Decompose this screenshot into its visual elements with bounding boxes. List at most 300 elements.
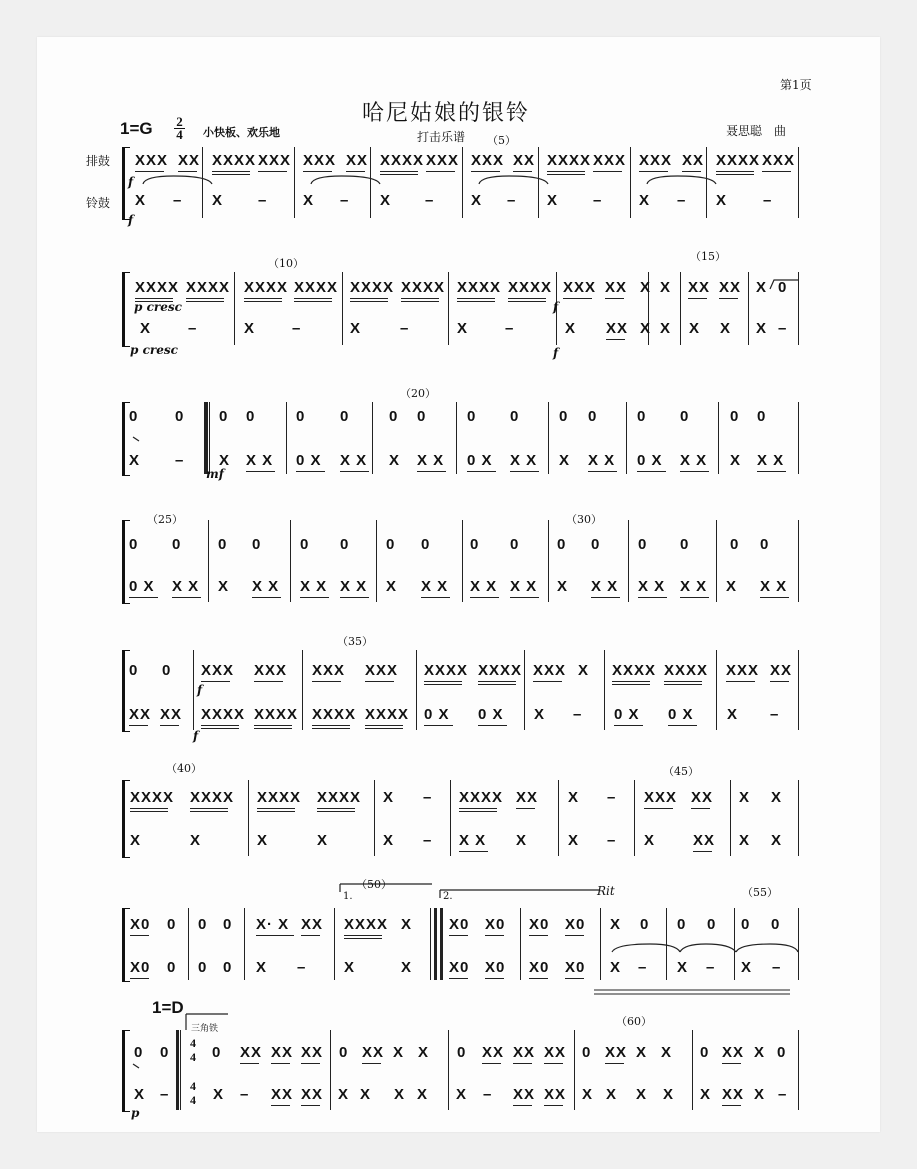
- note: 0: [637, 408, 647, 425]
- note: X: [338, 1086, 350, 1103]
- note: X X: [421, 578, 449, 595]
- note: XX: [160, 706, 183, 723]
- note: X: [716, 192, 728, 209]
- note: X0: [130, 916, 151, 933]
- note: XX: [605, 279, 628, 296]
- note: 0: [777, 1044, 787, 1061]
- note: XX: [516, 789, 539, 806]
- note: –: [297, 959, 307, 976]
- note: –: [778, 320, 788, 337]
- note: X0: [485, 916, 506, 933]
- note: XXX: [593, 152, 627, 169]
- note: 0: [167, 959, 177, 976]
- time-signature-44: 4: [190, 1050, 196, 1064]
- note: XXX: [201, 662, 235, 679]
- note: XXX: [471, 152, 505, 169]
- note: X: [700, 1086, 712, 1103]
- note: XX: [301, 916, 324, 933]
- note: X: [739, 789, 751, 806]
- instrument-label-paigu: 排鼓: [86, 154, 111, 168]
- note: X: [559, 452, 571, 469]
- note: X: [663, 1086, 675, 1103]
- note: 0 X: [614, 706, 640, 723]
- note: X: [383, 832, 395, 849]
- note: X X: [757, 452, 785, 469]
- note: X X: [680, 578, 708, 595]
- note: XX: [362, 1044, 385, 1061]
- note: XXX: [639, 152, 673, 169]
- note: –: [173, 192, 183, 209]
- time-signature-44: 4: [190, 1036, 196, 1050]
- note: XX: [691, 789, 714, 806]
- note: X: [582, 1086, 594, 1103]
- note: X: [256, 959, 268, 976]
- note: XXX: [254, 662, 288, 679]
- note: XXX: [303, 152, 337, 169]
- dynamic-marking: mf: [206, 467, 224, 481]
- note: X: [771, 789, 783, 806]
- note: 0: [162, 662, 172, 679]
- note: X: [644, 832, 656, 849]
- note: X: [660, 320, 672, 337]
- note: 0: [296, 408, 306, 425]
- note: X: [727, 706, 739, 723]
- note: 0 X: [129, 578, 155, 595]
- note: X: [636, 1086, 648, 1103]
- note: X: [660, 279, 672, 296]
- measure-number: （10）: [268, 257, 304, 270]
- note: 0: [588, 408, 598, 425]
- note: 0: [340, 408, 350, 425]
- note: X: [578, 662, 590, 679]
- note: 0: [730, 536, 740, 553]
- note: XX: [688, 279, 711, 296]
- note: X: [565, 320, 577, 337]
- note: X: [386, 578, 398, 595]
- note: 0 X: [668, 706, 694, 723]
- note: XXX: [365, 662, 399, 679]
- measure-number: （55）: [742, 886, 778, 899]
- note: X: [471, 192, 483, 209]
- note: X· X: [256, 916, 290, 933]
- note: X: [418, 1044, 430, 1061]
- note: X: [516, 832, 528, 849]
- note: –: [160, 1086, 170, 1103]
- note: XXXX: [350, 279, 395, 296]
- note: XXXX: [547, 152, 592, 169]
- tempo-marking: 小快板、欢乐地: [203, 126, 280, 139]
- note: X: [636, 1044, 648, 1061]
- note: X: [756, 320, 768, 337]
- note: XX: [693, 832, 716, 849]
- note: X X: [470, 578, 498, 595]
- note: 0: [741, 916, 751, 933]
- note: X X: [760, 578, 788, 595]
- volta-2: 2.: [443, 891, 453, 902]
- note: –: [593, 192, 603, 209]
- note: 0: [198, 959, 208, 976]
- note: XX: [482, 1044, 505, 1061]
- triangle-label: 三角铁: [191, 1024, 219, 1034]
- dynamic-marking: p cresc: [130, 343, 178, 357]
- note: X0: [485, 959, 506, 976]
- note: 0: [730, 408, 740, 425]
- note: X X: [680, 452, 708, 469]
- note: 0: [340, 536, 350, 553]
- note: 0: [457, 1044, 467, 1061]
- note: XXX: [533, 662, 567, 679]
- note: X: [640, 279, 652, 296]
- note: X X: [588, 452, 616, 469]
- note: –: [607, 789, 617, 806]
- note: –: [763, 192, 773, 209]
- note: 0 X: [424, 706, 450, 723]
- volta-1: 1.: [343, 891, 353, 902]
- note: XX: [240, 1044, 263, 1061]
- note: 0: [167, 916, 177, 933]
- note: X: [394, 1086, 406, 1103]
- measure-number: （20）: [400, 387, 436, 400]
- note: X: [190, 832, 202, 849]
- note: XX: [346, 152, 369, 169]
- instrument-label-linggu: 铃鼓: [86, 196, 111, 210]
- note: X: [130, 832, 142, 849]
- slur: [736, 944, 798, 952]
- note: X: [534, 706, 546, 723]
- note: –: [292, 320, 302, 337]
- note: X: [741, 959, 753, 976]
- time-signature-44: 4: [190, 1079, 196, 1093]
- note: X: [317, 832, 329, 849]
- note: 0: [771, 916, 781, 933]
- note: X: [606, 1086, 618, 1103]
- note: XX: [770, 662, 793, 679]
- note: 0: [246, 408, 256, 425]
- note: XX: [271, 1086, 294, 1103]
- key-signature: 1=G: [120, 119, 153, 138]
- composer: 聂思聪 曲: [726, 124, 787, 138]
- note: X: [547, 192, 559, 209]
- note: X: [610, 916, 622, 933]
- note: –: [483, 1086, 493, 1103]
- note: X: [401, 959, 413, 976]
- measure-number: （25）: [147, 513, 183, 526]
- note: XXXX: [424, 662, 469, 679]
- note: 0: [300, 536, 310, 553]
- note: X: [639, 192, 651, 209]
- note: 0: [129, 408, 139, 425]
- note: X: [257, 832, 269, 849]
- note: 0: [470, 536, 480, 553]
- note: XX: [606, 320, 629, 337]
- note: 0: [172, 536, 182, 553]
- note: 0: [219, 408, 229, 425]
- note: X: [456, 1086, 468, 1103]
- note: –: [573, 706, 583, 723]
- key-change: 1=D: [152, 998, 184, 1017]
- note: 0: [223, 916, 233, 933]
- note: XX: [682, 152, 705, 169]
- note: XXXX: [401, 279, 446, 296]
- note: XXXX: [664, 662, 709, 679]
- note: X: [360, 1086, 372, 1103]
- note: X X: [591, 578, 619, 595]
- note: –: [400, 320, 410, 337]
- note: XXXX: [254, 706, 299, 723]
- note: X: [212, 192, 224, 209]
- note: X X: [172, 578, 200, 595]
- note: XXX: [135, 152, 169, 169]
- slur: [340, 884, 432, 892]
- note: X: [219, 452, 231, 469]
- note: 0: [467, 408, 477, 425]
- note: 0: [582, 1044, 592, 1061]
- note: XX: [301, 1044, 324, 1061]
- note: 0 X: [467, 452, 493, 469]
- dynamic-marking: p: [131, 1106, 140, 1120]
- note: –: [772, 959, 782, 976]
- slur: [311, 176, 380, 184]
- time-sig-bottom: 4: [176, 127, 183, 142]
- note: X: [140, 320, 152, 337]
- note: XXXX: [257, 789, 302, 806]
- note: XXX: [644, 789, 678, 806]
- dynamic-marking: f: [193, 729, 199, 743]
- note: –: [607, 832, 617, 849]
- measure-number: （30）: [566, 513, 602, 526]
- note: XXX: [563, 279, 597, 296]
- note: –: [240, 1086, 250, 1103]
- slur: [133, 437, 139, 441]
- dynamic-marking: f: [128, 213, 134, 227]
- note: 0 X: [296, 452, 322, 469]
- note: X: [457, 320, 469, 337]
- note: –: [423, 789, 433, 806]
- note: XXX: [426, 152, 460, 169]
- note: 0: [339, 1044, 349, 1061]
- dynamic-marking: f: [128, 175, 134, 189]
- note: X X: [340, 452, 368, 469]
- note: X: [383, 789, 395, 806]
- note: –: [507, 192, 517, 209]
- note: 0: [129, 536, 139, 553]
- note: 0: [175, 408, 185, 425]
- note: XXXX: [459, 789, 504, 806]
- note: XXXX: [190, 789, 235, 806]
- note: XXX: [762, 152, 796, 169]
- slur: [440, 890, 600, 898]
- note: XX: [722, 1086, 745, 1103]
- measure-number: （15）: [690, 250, 726, 263]
- note: 0: [223, 959, 233, 976]
- note: 0: [421, 536, 431, 553]
- note: X: [344, 959, 356, 976]
- note: X: [129, 452, 141, 469]
- note: X0: [529, 916, 550, 933]
- note: –: [175, 452, 185, 469]
- measure-number: （45）: [663, 765, 699, 778]
- page-label: 第1页: [780, 78, 812, 92]
- note: XXXX: [294, 279, 339, 296]
- note: X: [244, 320, 256, 337]
- note: XXXX: [344, 916, 389, 933]
- note: X0: [565, 916, 586, 933]
- note: XXXX: [612, 662, 657, 679]
- note: –: [778, 1086, 788, 1103]
- slur: [143, 176, 212, 184]
- note: X: [134, 1086, 146, 1103]
- note: XXXX: [365, 706, 410, 723]
- note: XX: [178, 152, 201, 169]
- note: X: [350, 320, 362, 337]
- note: XXXX: [244, 279, 289, 296]
- note: XXXX: [186, 279, 231, 296]
- note: X0: [449, 959, 470, 976]
- note: X: [754, 1044, 766, 1061]
- note: XXXX: [716, 152, 761, 169]
- note: X: [754, 1086, 766, 1103]
- note: –: [423, 832, 433, 849]
- slur: [612, 944, 680, 952]
- note: XX: [544, 1086, 567, 1103]
- note: X: [213, 1086, 225, 1103]
- note: 0: [778, 279, 788, 296]
- note: –: [188, 320, 198, 337]
- note: X X: [510, 578, 538, 595]
- note: XX: [129, 706, 152, 723]
- note: –: [770, 706, 780, 723]
- note: X: [661, 1044, 673, 1061]
- note: X: [689, 320, 701, 337]
- note: –: [638, 959, 648, 976]
- note: X: [417, 1086, 429, 1103]
- note: X0: [565, 959, 586, 976]
- measure-number: （60）: [616, 1015, 652, 1028]
- dynamic-marking: f: [553, 346, 559, 360]
- note: X: [135, 192, 147, 209]
- note: XX: [271, 1044, 294, 1061]
- note: XX: [513, 1044, 536, 1061]
- note: XXXX: [457, 279, 502, 296]
- note: 0: [252, 536, 262, 553]
- note: X: [730, 452, 742, 469]
- note: 0: [198, 916, 208, 933]
- dynamic-marking: f: [197, 683, 203, 697]
- score-title: 哈尼姑娘的银铃: [362, 101, 531, 126]
- note: 0: [680, 408, 690, 425]
- note: X: [640, 320, 652, 337]
- note: 0 X: [637, 452, 663, 469]
- note: X: [610, 959, 622, 976]
- note: 0: [417, 408, 427, 425]
- time-sig-top: 2: [176, 114, 183, 129]
- note: 0: [680, 536, 690, 553]
- note: XXXX: [130, 789, 175, 806]
- note: XXXX: [380, 152, 425, 169]
- note: 0: [386, 536, 396, 553]
- note: 0: [677, 916, 687, 933]
- note: 0: [218, 536, 228, 553]
- note: X0: [529, 959, 550, 976]
- slur: [770, 280, 798, 289]
- note: X: [677, 959, 689, 976]
- note: –: [677, 192, 687, 209]
- note: 0: [640, 916, 650, 933]
- note: –: [340, 192, 350, 209]
- note: 0: [700, 1044, 710, 1061]
- note: X: [726, 578, 738, 595]
- note: 0: [638, 536, 648, 553]
- note: 0: [160, 1044, 170, 1061]
- note: XXXX: [212, 152, 257, 169]
- note: XXXX: [201, 706, 246, 723]
- note: –: [258, 192, 268, 209]
- slur: [133, 1064, 139, 1068]
- note: XX: [719, 279, 742, 296]
- note: 0: [557, 536, 567, 553]
- note: 0: [591, 536, 601, 553]
- note: –: [706, 959, 716, 976]
- measure-number: （35）: [337, 635, 373, 648]
- note: X X: [459, 832, 487, 849]
- note: XX: [513, 1086, 536, 1103]
- note: 0: [757, 408, 767, 425]
- note: XXXX: [508, 279, 553, 296]
- slur: [647, 176, 716, 184]
- note: XX: [722, 1044, 745, 1061]
- note: XXX: [726, 662, 760, 679]
- note: X0: [130, 959, 151, 976]
- note: XXXX: [478, 662, 523, 679]
- note: X: [303, 192, 315, 209]
- note: X X: [510, 452, 538, 469]
- measure-number: （40）: [166, 762, 202, 775]
- note: 0: [212, 1044, 222, 1061]
- note: X: [393, 1044, 405, 1061]
- note: X: [756, 279, 768, 296]
- note: X X: [246, 452, 274, 469]
- note: –: [505, 320, 515, 337]
- note: X: [771, 832, 783, 849]
- measure-number: （5）: [487, 134, 516, 147]
- note: X X: [300, 578, 328, 595]
- note: XXXX: [312, 706, 357, 723]
- slur: [479, 176, 548, 184]
- note: XX: [301, 1086, 324, 1103]
- note: X: [720, 320, 732, 337]
- note: X: [568, 832, 580, 849]
- note: 0 X: [478, 706, 504, 723]
- note: 0: [129, 662, 139, 679]
- note: 0: [559, 408, 569, 425]
- note: X X: [638, 578, 666, 595]
- note: XXX: [312, 662, 346, 679]
- slur: [680, 944, 736, 952]
- ritardando: Rit: [597, 884, 615, 898]
- dynamic-marking: p cresc: [134, 300, 182, 314]
- note: XXXX: [135, 279, 180, 296]
- note: X0: [449, 916, 470, 933]
- note: 0: [510, 408, 520, 425]
- note: X: [389, 452, 401, 469]
- note: X: [568, 789, 580, 806]
- note: XX: [513, 152, 536, 169]
- note: X: [218, 578, 230, 595]
- note: X X: [252, 578, 280, 595]
- note: 0: [510, 536, 520, 553]
- note: 0: [134, 1044, 144, 1061]
- note: 0: [707, 916, 717, 933]
